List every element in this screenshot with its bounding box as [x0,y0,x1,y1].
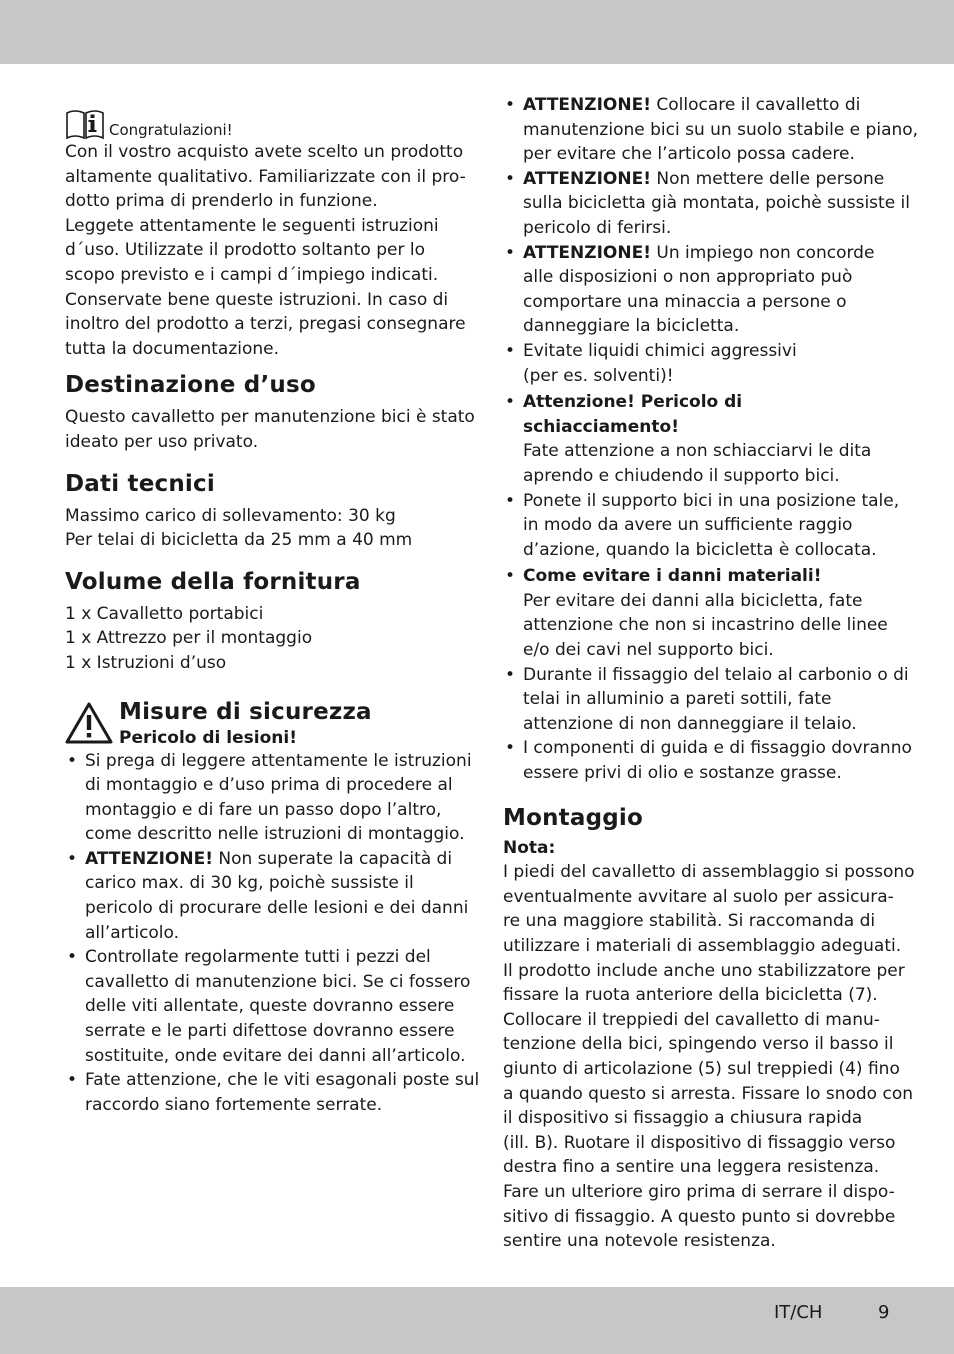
text-line: fissare la ruota anteriore della bicicletta (7). [503,985,878,1006]
list-item: • Durante il fissaggio del telaio al carbonio o di telai in alluminio a pareti sottili, fate attenzione di non danneggiare il telaio. [503,663,898,737]
section-heading-dati-tecnici: Dati tecnici [65,470,215,497]
text-line: altamente qualitativo. Familiarizzate con il pro- [65,166,466,187]
section-heading-sicurezza: Misure di sicurezza [119,698,372,725]
header-bar [0,0,954,64]
text-line: ideato per uso privato. [65,431,259,452]
list-item: • I componenti di guida e di fissaggio dovranno essere privi di olio e sostanze grasse. [503,736,898,785]
intro-heading [65,104,455,140]
text-line: Conservate bene queste istruzioni. In caso di [65,289,449,310]
section-heading-montaggio: Montaggio [503,804,643,831]
text-line: Con il vostro acquisto avete scelto un prodotto [65,142,464,162]
list-item: • Ponete il supporto bici in una posizione tale, in modo da avere un sufficiente raggio d’azione, quando la bicicletta è collocata. [503,489,898,563]
list-item: • Attenzione! Pericolo di schiacciamento! Fate attenzione a non schiacciarvi le dita aprendo e chiudendo il supporto bici. [503,390,898,488]
text-line: Per telai di bicicletta da 25 mm a 40 mm [65,530,413,551]
safety-list-right [503,93,919,786]
text-line: a quando questo si arresta. Fissare lo snodo con [503,1083,913,1104]
text-line: d´uso. Utilizzate il prodotto soltanto per lo [65,240,425,261]
text-line: I piedi del cavalletto di assemblaggio si possono [503,862,915,883]
text-line: 1 x Attrezzo per il montaggio [65,628,313,649]
list-item: • Come evitare i danni materiali! Per evitare dei danni alla bicicletta, fate attenzione che non si incastrino delle linee e/o dei cavi nel supporto bici. [503,564,898,662]
list-item: • ATTENZIONE! Collocare il cavalletto di manutenzione bici su un suolo stabile e piano, per evitare che l’articolo possa cadere. [503,93,898,167]
text-line: tutta la documentazione. [65,338,280,359]
safety-subheading: Pericolo di lesioni! [119,727,297,748]
text-line: Leggete attentamente le seguenti istruzioni [65,215,439,236]
text-line: il dispositivo si fissaggio a chiusura rapida [503,1108,863,1129]
left-column [65,104,480,1117]
text-line: utilizzare i materiali di assemblaggio adeguati. [503,936,902,956]
text-line: inoltro del prodotto a terzi, pregasi consegnare [65,314,466,335]
section-heading-fornitura: Volume della fornitura [65,568,361,595]
list-item: • Fate attenzione, che le viti esagonali poste sul raccordo siano fortemente serrate. [65,1068,455,1117]
text-line: destra fino a sentire una leggera resistenza. [503,1157,880,1178]
list-item: • ATTENZIONE! Non mettere delle persone sulla bicicletta già montata, poichè sussiste il pericolo di ferirsi. [503,167,898,241]
section-heading-destinazione: Destinazione d’uso [65,372,316,399]
text-line: dotto prima di prenderlo in funzione. [65,191,378,212]
montaggio-text [503,860,915,1254]
list-item: • ATTENZIONE! Un impiego non concorde alle disposizioni o non appropriato può comportare una minaccia a persone o danneggiare la bicicletta. [503,241,898,339]
text-line: 1 x Cavalletto portabici [65,603,264,624]
list-item: • Controllate regolarmente tutti i pezzi del cavalletto di manutenzione bici. Se ci fossero delle viti allentate, queste dovranno essere serrate e le parti difettose dovranno essere sostituite, onde evitare dei danni all’articolo. [65,945,455,1068]
warning-triangle-icon [65,701,113,745]
text-line: tenzione della bici, spingendo verso il basso il [503,1034,894,1055]
text-line: Questo cavalletto per manutenzione bici è stato [65,407,475,428]
info-book-icon [65,106,105,140]
text-line: Il prodotto include anche uno stabilizzatore per [503,960,905,981]
text-line: (ill. B). Ruotare il dispositivo di fissaggio verso [503,1132,896,1153]
text-line: eventualmente avvitare al suolo per assicura- [503,886,894,907]
text-line: Collocare il treppiedi del cavalletto di manu- [503,1009,880,1030]
intro-text [65,140,466,361]
language-code: IT/CH [774,1302,823,1323]
list-item: • Evitate liquidi chimici aggressivi (per es. solventi)! [503,339,898,388]
note-label: Nota: [503,837,556,858]
text-line: scopo previsto e i campi d´impiego indicati. [65,264,439,285]
right-column [503,93,919,1254]
text-line: sentire una notevole resistenza. [503,1231,776,1252]
text-line: Fare un ulteriore giro prima di serrare il dispo- [503,1181,895,1202]
text-line: giunto di articolazione (5) sul treppiedi (4) fino [503,1058,900,1079]
safety-heading [65,697,455,749]
text-line: re una maggiore stabilità. Si raccomanda di [503,911,876,932]
list-item: • ATTENZIONE! Non superate la capacità di carico max. di 30 kg, poichè sussiste il pericolo di procurare delle lesioni e dei danni all’articolo. [65,847,455,945]
page-number: 9 [878,1302,890,1323]
text-line: Massimo carico di sollevamento: 30 kg [65,505,396,526]
safety-list-left [65,749,480,1118]
text-line: sitivo di fissaggio. A questo punto si dovrebbe [503,1206,896,1227]
text-line: 1 x Istruzioni d’uso [65,652,227,673]
intro-title: Congratulazioni! [109,121,233,139]
list-item: • Si prega di leggere attentamente le istruzioni di montaggio e d’uso prima di procedere al montaggio e di fare un passo dopo l’altro, come descritto nelle istruzioni di montaggio. [65,749,455,847]
